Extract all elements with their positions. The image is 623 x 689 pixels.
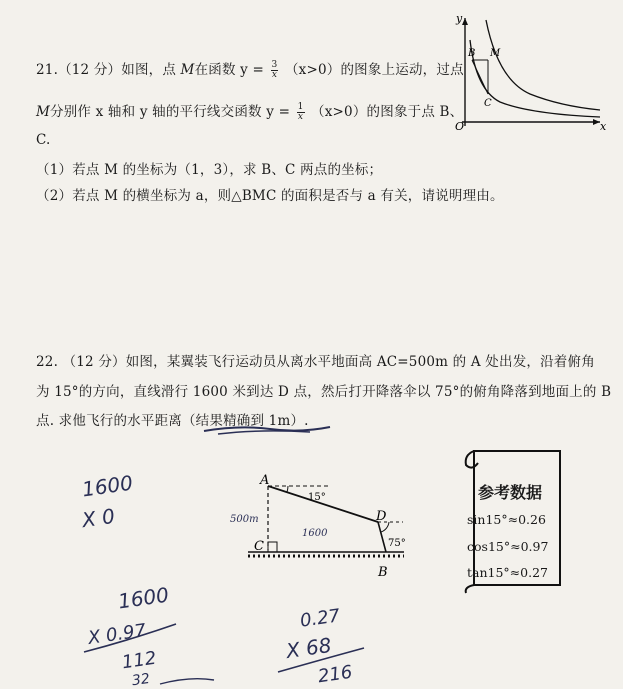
hand-note-1a: 1600 (80, 470, 135, 502)
q21-point-m-2: M (36, 104, 51, 120)
label-x: x (600, 120, 607, 130)
hand-note-2d: 32 (130, 670, 151, 689)
label-y: y (456, 12, 463, 25)
q21-y-eq1: y = (240, 62, 265, 78)
frac1-num: 3 (271, 60, 278, 70)
label-c-22: C (254, 539, 264, 554)
q21-line1 (36, 58, 464, 80)
q21-text-b: 在函数 (194, 62, 236, 78)
hand-note-3c: 216 (316, 661, 354, 688)
label-o: O (455, 120, 465, 130)
ref-row-tan: tan15°≈0.27 (467, 565, 548, 580)
q21-fraction-1 (271, 61, 279, 80)
q21-y-eq2: y = (266, 104, 291, 120)
q21-part2: （2）若点 M 的横坐标为 a，则△BMC 的面积是否与 a 有关，请说明理由。 (36, 188, 504, 204)
q21-line2 (36, 100, 463, 122)
label-a: A (260, 473, 270, 488)
q21-fraction-2 (297, 103, 305, 122)
frac2-den: x (297, 112, 304, 122)
q21-text-c: 分别作 x 轴和 y 轴的平行线交函数 (50, 104, 262, 120)
frac1-den: x (271, 70, 278, 80)
x-axis-arrow (593, 119, 600, 125)
q22-line3: 点. 求他飞行的水平距离（结果精确到 1m）. (36, 413, 309, 429)
hand-note-1b: X 0 (80, 503, 117, 533)
label-d: D (376, 509, 387, 524)
q21-cond1: （x>0）的图象上运动，过点 (284, 62, 464, 78)
q22-line2: 为 15°的方向，直线滑行 1600 米到达 D 点，然后打开降落伞以 75°的俯角降落到地面上的 B (36, 384, 612, 400)
hand-note-2a: 1600 (116, 582, 171, 614)
hand-note-2c: 112 (120, 647, 158, 674)
hand-label-1600: 1600 (302, 528, 328, 539)
label-m: M (490, 48, 501, 59)
y-axis-arrow (462, 18, 468, 25)
ref-row-cos: cos15°≈0.97 (467, 539, 549, 554)
label-c: C (484, 98, 492, 109)
reference-title: 参考数据 (478, 483, 543, 502)
curve-3-over-x (486, 20, 600, 110)
label-b: B (468, 48, 476, 59)
q22-figure (228, 470, 408, 580)
hand-note-3a: 0.27 (298, 605, 342, 632)
q21-part1: （1）若点 M 的坐标为（1，3），求 B、C 两点的坐标； (36, 162, 383, 178)
q22-line1: 22. （12 分）如图，某翼装飞行运动员从离水平地面高 AC=500m 的 A 处出发，沿着俯角 (36, 354, 595, 370)
q21-text-a: 21.（12 分）如图，点 (36, 62, 181, 78)
hand-label-500m: 500m (230, 514, 259, 525)
frac2-num: 1 (297, 102, 304, 112)
ref-row-sin: sin15°≈0.26 (467, 512, 546, 527)
q21-graph (450, 10, 610, 130)
q21-cond2: （x>0）的图象于点 B、 (311, 104, 464, 120)
segment-bc (472, 60, 488, 94)
hand-note-2b: X 0.97 (86, 620, 148, 649)
q21-point-m: M (180, 62, 195, 78)
q21-line3: C. (36, 132, 51, 148)
label-b-22: B (378, 565, 388, 580)
right-angle-c (268, 542, 277, 552)
segment-db (378, 522, 386, 552)
q22-handwritten-underline (200, 423, 340, 437)
hand-note-3b: X 68 (284, 632, 333, 664)
angle-15: 15° (308, 492, 326, 503)
angle-75: 75° (388, 538, 406, 549)
